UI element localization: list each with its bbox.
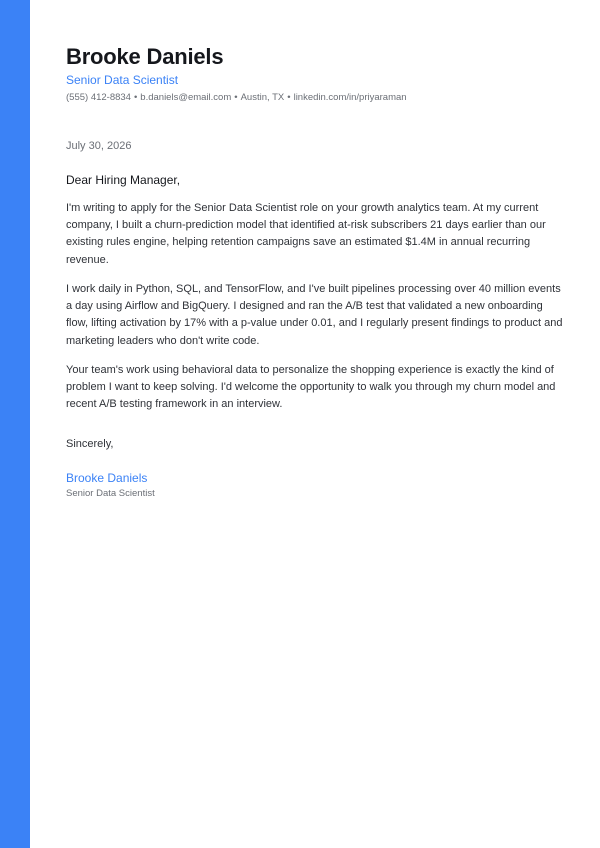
letter-paragraph: Your team's work using behavioral data to personalize the shopping experience is exactly the kind of problem I want to keep solving. I'd welcome the opportunity to walk you through my churn model and recent A/B testing framework in an interview. bbox=[66, 364, 556, 411]
contact-separator: • bbox=[234, 92, 238, 103]
contact-separator: • bbox=[133, 92, 138, 103]
letter-salutation: Dear Hiring Manager, bbox=[66, 173, 181, 187]
letter-date: July 30, 2026 bbox=[66, 140, 132, 152]
accent-sidebar-bar bbox=[0, 0, 30, 848]
contact-phone: (555) 412-8834 bbox=[66, 92, 131, 103]
letter-paragraph: I'm writing to apply for the Senior Data Scientist role on your growth analytics team. At my current company, I built a churn-prediction model that identified at-risk subscribers 21 days earlier than our existing rules engine, helping retention campaigns save an estimated $1.4M in annual recurring revenue. bbox=[66, 202, 546, 266]
contact-line bbox=[66, 92, 407, 104]
applicant-role: Senior Data Scientist bbox=[66, 73, 179, 87]
signature-title: Senior Data Scientist bbox=[66, 488, 155, 499]
applicant-name: Brooke Daniels bbox=[66, 44, 224, 69]
contact-location: Austin, TX bbox=[240, 92, 285, 103]
letter-closing: Sincerely, bbox=[66, 438, 114, 450]
signature-name: Brooke Daniels bbox=[66, 471, 148, 485]
contact-email[interactable]: b.daniels@email.com bbox=[140, 92, 232, 103]
contact-separator: • bbox=[287, 92, 291, 103]
letter-paragraph: I work daily in Python, SQL, and TensorFlow, and I've built pipelines processing over 40 million events a day using Airflow and BigQuery. I designed and ran the A/B test that validated a new onboarding flow, lifting activation by 17% with a p-value under 0.01, and I regularly present findings to product and marketing leaders who don't write code. bbox=[66, 283, 563, 347]
contact-linkedin[interactable]: linkedin.com/in/priyaraman bbox=[293, 92, 407, 103]
